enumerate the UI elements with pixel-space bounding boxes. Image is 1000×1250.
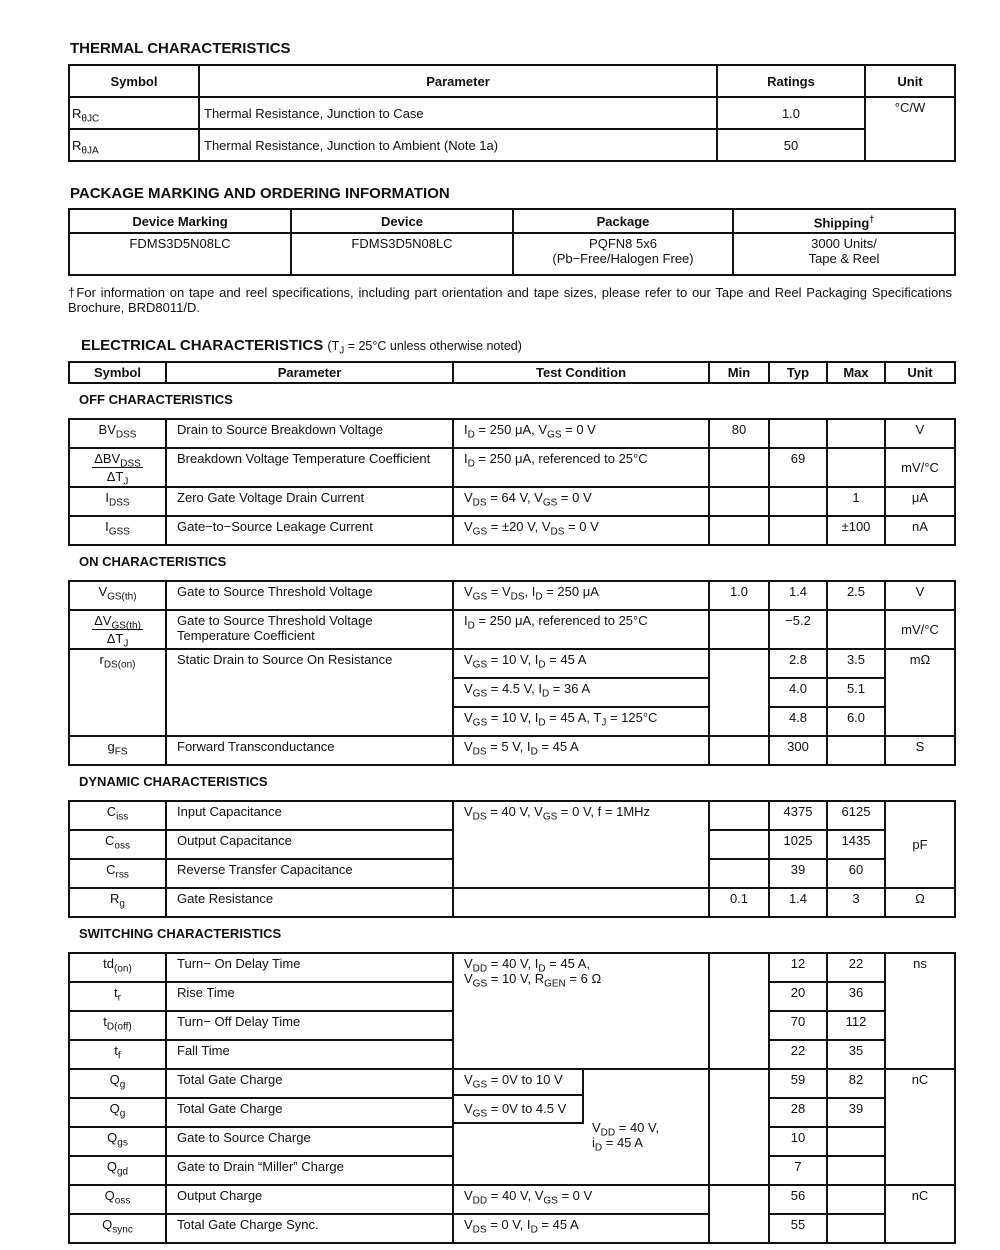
typ-cell: 4.0 [769,678,827,707]
param-cell: Gate Resistance [166,888,453,917]
max-cell [827,1214,885,1243]
test-cell [453,888,709,917]
symbol-cell: $Q_{gd}$ [69,1156,166,1185]
typ-cell [769,516,827,545]
package-table [68,208,956,276]
table-row [69,581,955,610]
th-max: Max [827,362,885,383]
param-cell: Static Drain to Source On Resistance [166,649,453,736]
table-row [69,1185,955,1214]
table-row [69,888,955,917]
symbol-cell: $R_{\theta JC}$ [69,97,199,129]
symbol-cell: $R_{\theta JA}$ [69,129,199,161]
unit-cell: nC [885,1069,955,1185]
min-cell [709,649,769,736]
max-cell [827,419,885,448]
table-row [69,649,955,678]
table-row [69,1069,955,1098]
test-cell: $V_{GS} = 10$ V, $I_D = 45$ A, $T_J = 125^\circ C$ [453,707,709,736]
unit-cell: μA [885,487,955,516]
max-cell: 60 [827,859,885,888]
unit-cell: mV/°C [885,610,955,649]
test-cell: $V_{DS} = 0$ V, $I_D = 45$ A [453,1214,709,1243]
th-typ: Typ [769,362,827,383]
min-cell: 0.1 [709,888,769,917]
test-cell: $I_D = 250$ μA, referenced to 25°C [453,448,709,487]
symbol-cell: $V_{GS(th)}$ [69,581,166,610]
param-cell: Reverse Transfer Capacitance [166,859,453,888]
test-cell-gate-charge: $V_{GS} = 0V$ to 10 V $V_{GS} = 0V$ to 4.5 V $V_{DD} = 40$ V, $i_D = 45$ A [453,1069,709,1185]
symbol-cell: $BV_{DSS}$ [69,419,166,448]
typ-cell: −5.2 [769,610,827,649]
min-cell [709,610,769,649]
test-cell: $I_D = 250$ μA, $V_{GS} = 0$ V [453,419,709,448]
symbol-cell: $Q_g$ [69,1098,166,1127]
section-dynamic: DYNAMIC CHARACTERISTICS [69,765,955,801]
min-cell [709,1069,769,1185]
symbol-cell: $Q_{sync}$ [69,1214,166,1243]
unit-cell: nC [885,1185,955,1243]
th-ratings: Ratings [717,65,865,97]
th-unit: Unit [885,362,955,383]
th-test-condition: Test Condition [453,362,709,383]
max-cell: 3.5 [827,649,885,678]
th-symbol: Symbol [69,65,199,97]
max-cell: 39 [827,1098,885,1127]
max-cell: 3 [827,888,885,917]
max-cell: ±100 [827,516,885,545]
th-device-marking: Device Marking [69,209,291,233]
max-cell: 82 [827,1069,885,1098]
max-cell [827,448,885,487]
marking-cell: FDMS3D5N08LC [69,233,291,275]
param-cell: Rise Time [166,982,453,1011]
typ-cell: 55 [769,1214,827,1243]
param-cell: Turn− On Delay Time [166,953,453,982]
max-cell [827,736,885,765]
typ-cell: 7 [769,1156,827,1185]
typ-cell: 70 [769,1011,827,1040]
test-cell: $V_{GS} = V_{DS}$, $I_D = 250$ μA [453,581,709,610]
symbol-cell: $t_{D(off)}$ [69,1011,166,1040]
param-cell: Thermal Resistance, Junction to Case [199,97,717,129]
symbol-cell: $I_{DSS}$ [69,487,166,516]
symbol-cell: $R_g$ [69,888,166,917]
param-cell: Gate to Source Charge [166,1127,453,1156]
test-cell: $V_{DD} = 40$ V, $V_{GS} = 0$ V [453,1185,709,1214]
section-switching: SWITCHING CHARACTERISTICS [69,917,955,953]
unit-cell: S [885,736,955,765]
param-cell: Output Charge [166,1185,453,1214]
typ-cell: 20 [769,982,827,1011]
table-row [69,97,955,129]
unit-cell: V [885,581,955,610]
electrical-table [68,361,956,1244]
table-row [69,233,955,275]
typ-cell [769,419,827,448]
unit-cell: mV/°C [885,448,955,487]
section-on: ON CHARACTERISTICS [69,545,955,581]
typ-cell: 28 [769,1098,827,1127]
rating-cell: 50 [717,129,865,161]
max-cell [827,1185,885,1214]
min-cell [709,516,769,545]
param-cell: Total Gate Charge [166,1069,453,1098]
symbol-cell: $Q_g$ [69,1069,166,1098]
param-cell: Gate to Source Threshold Voltage Temperature Coefficient [166,610,453,649]
typ-cell [769,487,827,516]
param-cell: Gate to Source Threshold Voltage [166,581,453,610]
min-cell: 1.0 [709,581,769,610]
th-package: Package [513,209,733,233]
unit-cell: ns [885,953,955,1069]
max-cell: 6.0 [827,707,885,736]
min-cell [709,736,769,765]
typ-cell: 1.4 [769,888,827,917]
symbol-cell: $I_{GSS}$ [69,516,166,545]
shipping-footnote: †For information on tape and reel specifications, including part orientation and tape sizes, please refer to our Tape and Reel Packaging Specifications Brochure, BRD8011/D. [68,285,952,315]
param-cell: Turn− Off Delay Time [166,1011,453,1040]
table-row [69,129,955,161]
typ-cell: 1025 [769,830,827,859]
unit-cell: pF [885,801,955,888]
symbol-cell: $t_r$ [69,982,166,1011]
typ-cell: 56 [769,1185,827,1214]
typ-cell: 1.4 [769,581,827,610]
th-unit: Unit [865,65,955,97]
unit-cell: mΩ [885,649,955,736]
param-cell: Fall Time [166,1040,453,1069]
table-row [69,516,955,545]
symbol-cell: $t_f$ [69,1040,166,1069]
max-cell: 1435 [827,830,885,859]
rating-cell: 1.0 [717,97,865,129]
table-row [69,1214,955,1243]
typ-cell: 39 [769,859,827,888]
symbol-cell: $g_{FS}$ [69,736,166,765]
electrical-title: ELECTRICAL CHARACTERISTICS ($T_J = 25^\circ C$ unless otherwise noted) [81,337,522,357]
min-cell [709,801,769,830]
shipping-cell: 3000 Units/ Tape & Reel [733,233,955,275]
typ-cell: 69 [769,448,827,487]
param-cell: Gate−to−Source Leakage Current [166,516,453,545]
symbol-cell: $C_{rss}$ [69,859,166,888]
typ-cell: 300 [769,736,827,765]
table-row [69,419,955,448]
typ-cell: 10 [769,1127,827,1156]
max-cell: 35 [827,1040,885,1069]
test-cell: $V_{DS} = 5$ V, $I_D = 45$ A [453,736,709,765]
max-cell [827,1127,885,1156]
param-cell: Zero Gate Voltage Drain Current [166,487,453,516]
min-cell [709,953,769,1069]
symbol-cell: $\frac{\Delta BV_{DSS}}{\Delta T_J}$ [69,448,166,487]
test-cell: $V_{GS} = 4.5$ V, $I_D = 36$ A [453,678,709,707]
typ-cell: 22 [769,1040,827,1069]
param-cell: Input Capacitance [166,801,453,830]
min-cell: 80 [709,419,769,448]
symbol-cell: $C_{oss}$ [69,830,166,859]
symbol-cell: $Q_{oss}$ [69,1185,166,1214]
th-device: Device [291,209,513,233]
param-cell: Total Gate Charge [166,1098,453,1127]
thermal-title: THERMAL CHARACTERISTICS [70,40,291,57]
max-cell: 1 [827,487,885,516]
table-row [69,448,955,487]
test-cell: $V_{DS} = 40$ V, $V_{GS} = 0$ V, f = 1MHz [453,801,709,888]
min-cell [709,487,769,516]
thermal-table [68,64,956,162]
th-shipping: Shipping† [733,209,955,233]
table-row [69,953,955,982]
param-cell: Total Gate Charge Sync. [166,1214,453,1243]
param-cell: Drain to Source Breakdown Voltage [166,419,453,448]
test-cell: $V_{GS} = 10$ V, $I_D = 45$ A [453,649,709,678]
test-cell: $V_{GS} = \pm 20$ V, $V_{DS} = 0$ V [453,516,709,545]
typ-cell: 4375 [769,801,827,830]
unit-cell: nA [885,516,955,545]
th-symbol: Symbol [69,362,166,383]
min-cell [709,859,769,888]
min-cell [709,448,769,487]
table-row [69,801,955,830]
param-cell: Breakdown Voltage Temperature Coefficient [166,448,453,487]
max-cell: 6125 [827,801,885,830]
min-cell [709,830,769,859]
unit-cell: V [885,419,955,448]
test-cell: $I_D = 250$ μA, referenced to 25°C [453,610,709,649]
th-parameter: Parameter [166,362,453,383]
max-cell: 36 [827,982,885,1011]
symbol-cell: $C_{iss}$ [69,801,166,830]
th-parameter: Parameter [199,65,717,97]
section-off: OFF CHARACTERISTICS [69,383,955,419]
param-cell: Thermal Resistance, Junction to Ambient (Note 1a) [199,129,717,161]
device-cell: FDMS3D5N08LC [291,233,513,275]
unit-cell: °C/W [865,97,955,161]
symbol-cell: $\frac{\Delta V_{GS(th)}}{\Delta T_J}$ [69,610,166,649]
max-cell [827,610,885,649]
table-row [69,610,955,649]
test-cell: $V_{DD} = 40$ V, $I_D = 45$ A, $V_{GS} = 10$ V, $R_{GEN} = 6$ Ω [453,953,709,1069]
package-cell: PQFN8 5x6 (Pb−Free/Halogen Free) [513,233,733,275]
param-cell: Forward Transconductance [166,736,453,765]
typ-cell: 4.8 [769,707,827,736]
unit-cell: Ω [885,888,955,917]
max-cell: 5.1 [827,678,885,707]
max-cell: 22 [827,953,885,982]
package-title: PACKAGE MARKING AND ORDERING INFORMATION [70,185,450,202]
typ-cell: 59 [769,1069,827,1098]
param-cell: Gate to Drain “Miller” Charge [166,1156,453,1185]
symbol-cell: $r_{DS(on)}$ [69,649,166,736]
table-row [69,487,955,516]
table-row [69,736,955,765]
typ-cell: 2.8 [769,649,827,678]
test-cell: $V_{DS} = 64$ V, $V_{GS} = 0$ V [453,487,709,516]
max-cell [827,1156,885,1185]
th-min: Min [709,362,769,383]
max-cell: 112 [827,1011,885,1040]
typ-cell: 12 [769,953,827,982]
max-cell: 2.5 [827,581,885,610]
symbol-cell: $Q_{gs}$ [69,1127,166,1156]
min-cell [709,1185,769,1243]
symbol-cell: $td_{(on)}$ [69,953,166,982]
param-cell: Output Capacitance [166,830,453,859]
